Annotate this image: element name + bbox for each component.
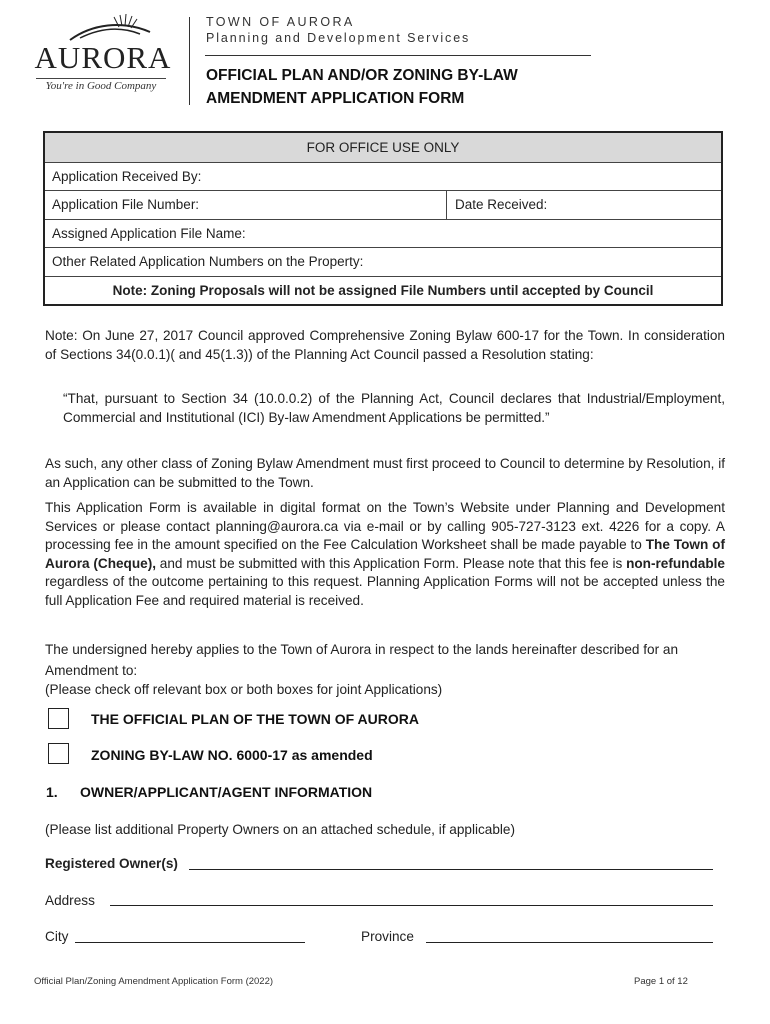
resolution-quote: “That, pursuant to Section 34 (10.0.0.2) of the Planning Act, Council declares that Industrial/Employment, Commercial and Institutional (ICI) By-law Amendment Applications be permitted.” (63, 391, 725, 425)
form-title (206, 64, 626, 110)
header-divider (189, 17, 190, 105)
section-number: 1. (46, 784, 58, 800)
registered-owner-label: Registered Owner(s) (45, 856, 178, 871)
council-note-paragraph: Note: On June 27, 2017 Council approved Comprehensive Zoning Bylaw 600-17 for the Town. In consideration of Sections 34(0.0.1)( and 45(1.3)) of the Planning Act Council passed a Resolution stating: (45, 328, 725, 362)
logo-wordmark: AURORA (34, 40, 172, 75)
form-title-line1: OFFICIAL PLAN AND/OR ZONING BY-LAW (206, 67, 518, 84)
city-input[interactable] (75, 942, 305, 943)
undersigned-paragraph: The undersigned hereby applies to the Town of Aurora in respect to the lands hereinafter described for an Amendment to: (45, 642, 679, 678)
availability-text-3: regardless of the outcome pertaining to this request. Planning Application Forms will not be accepted unless the full Application Fee and required material is received. (45, 574, 725, 608)
city-label: City (45, 929, 69, 944)
additional-owners-note: (Please list additional Property Owners on an attached schedule, if applicable) (45, 822, 516, 837)
zoning-bylaw-label: ZONING BY-LAW NO. 6000-17 as amended (91, 747, 373, 763)
address-input[interactable] (110, 905, 713, 906)
date-received-field: Date Received: (455, 197, 548, 213)
official-plan-label: THE OFFICIAL PLAN OF THE TOWN OF AURORA (91, 711, 419, 727)
file-number-field: Application File Number: (45, 191, 447, 219)
page-number: Page 1 of 12 (634, 976, 688, 987)
province-label: Province (361, 929, 414, 944)
zoning-bylaw-checkbox[interactable] (48, 743, 69, 764)
check-instructions: (Please check off relevant box or both boxes for joint Applications) (45, 682, 443, 697)
office-use-heading: FOR OFFICE USE ONLY (45, 133, 721, 162)
logo-divider (36, 78, 166, 79)
payable-to-text: The Town of Aurora (Cheque), (45, 537, 725, 571)
non-refundable-text: non-refundable (626, 555, 725, 571)
header-rule (205, 55, 591, 56)
logo-tagline: You're in Good Company (45, 80, 157, 92)
office-use-note: Note: Zoning Proposals will not be assigned File Numbers until accepted by Council (45, 276, 721, 305)
availability-text-1: This Application Form is available in digital format on the Town’s Website under Planning and Development Services or please contact planning@aurora.ca via e-mail or by calling 905-727-3123 ext. 4226 for a copy. A processing fee in the amount specified on the Fee Calculation Worksheet shall be made payable to (45, 500, 725, 552)
office-use-table (43, 131, 723, 306)
department-name: Planning and Development Services (206, 31, 471, 45)
file-number-row (45, 190, 721, 219)
registered-owner-input[interactable] (189, 869, 713, 870)
received-by-field: Application Received By: (45, 162, 721, 191)
section-heading: OWNER/APPLICANT/AGENT INFORMATION (80, 784, 373, 800)
town-name: TOWN OF AURORA (206, 15, 355, 29)
as-such-paragraph: As such, any other class of Zoning Bylaw Amendment must first proceed to Council to determine by Resolution, if an Application can be submitted to the Town. (45, 456, 726, 490)
address-label: Address (45, 893, 95, 908)
footer-form-name: Official Plan/Zoning Amendment Application Form (2022) (34, 976, 274, 987)
availability-text-2: and must be submitted with this Application Form. Please note that this fee is (156, 555, 627, 571)
province-input[interactable] (426, 942, 713, 943)
official-plan-checkbox[interactable] (48, 708, 69, 729)
assigned-name-field: Assigned Application File Name: (45, 219, 721, 248)
form-title-line2: AMENDMENT APPLICATION FORM (206, 90, 465, 107)
other-numbers-field: Other Related Application Numbers on the Property: (45, 247, 721, 276)
availability-paragraph (45, 499, 725, 610)
